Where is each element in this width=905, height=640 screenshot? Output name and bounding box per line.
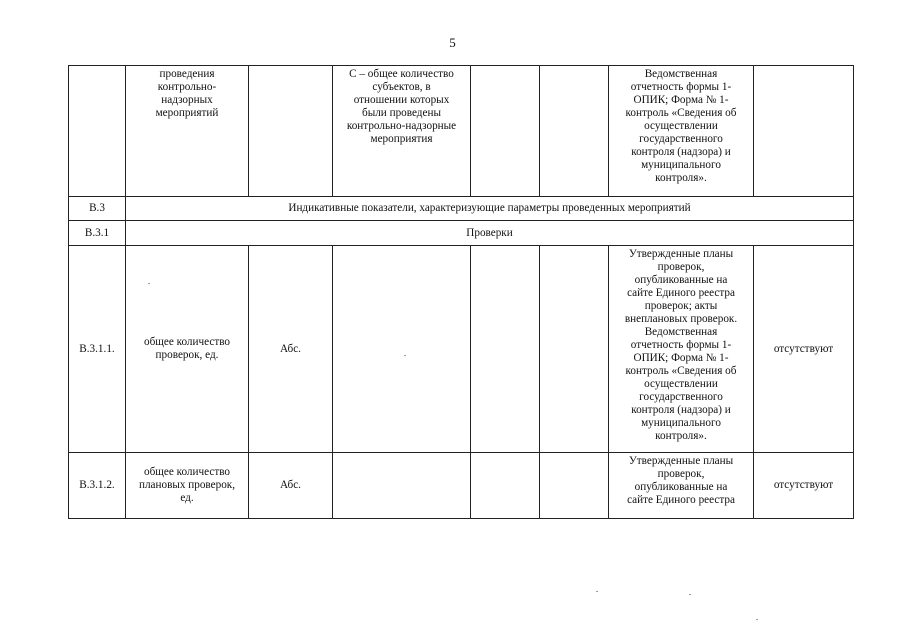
table-row <box>69 66 854 197</box>
scan-speck <box>596 591 598 592</box>
note-cell: отсутствуют <box>754 453 854 519</box>
indicator-name-cell: общее количество плановых проверок, ед. <box>126 453 249 519</box>
scan-speck <box>756 619 758 620</box>
formula-cell <box>333 453 471 519</box>
empty-cell <box>471 66 540 197</box>
source-cell: Утвержденные планы проверок, опубликованные на сайте Единого реестра <box>609 453 754 519</box>
source-cell: Утвержденные планы проверок, опубликованные на сайте Единого реестра проверок; акты внеплановых проверок. Ведомственная отчетность формы 1- ОПИК; Форма № 1- контроль «Сведения об осуществлении государственного контроля (надзора) и муниципального контроля». <box>609 246 754 453</box>
row-id-cell: В.3.1.2. <box>69 453 126 519</box>
row-id-cell <box>69 66 126 197</box>
section-id-cell: В.3 <box>69 197 126 221</box>
unit-cell: Абс. <box>249 246 333 453</box>
section-title-cell: Проверки <box>126 221 854 246</box>
source-cell: Ведомственная отчетность формы 1- ОПИК; Форма № 1- контроль «Сведения об осуществлении государственного контроля (надзора) и муниципального контроля». <box>609 66 754 197</box>
indicator-name-cell: общее количество проверок, ед. <box>126 246 249 453</box>
empty-cell <box>471 453 540 519</box>
unit-cell: Абс. <box>249 453 333 519</box>
scan-speck <box>148 283 150 284</box>
empty-cell <box>540 453 609 519</box>
row-id-cell: В.3.1.1. <box>69 246 126 453</box>
empty-cell <box>471 246 540 453</box>
indicator-name-cell: проведения контрольно- надзорных мероприятий <box>126 66 249 197</box>
section-id-cell: В.3.1 <box>69 221 126 246</box>
scan-speck <box>689 594 691 595</box>
scan-speck <box>404 355 406 356</box>
page-number: 5 <box>449 35 456 50</box>
empty-cell <box>540 66 609 197</box>
section-row <box>69 221 854 246</box>
section-row <box>69 197 854 221</box>
note-cell: отсутствуют <box>754 246 854 453</box>
formula-cell: С – общее количество субъектов, в отношении которых были проведены контрольно-надзорные мероприятия <box>333 66 471 197</box>
formula-cell <box>333 246 471 453</box>
section-title-cell: Индикативные показатели, характеризующие параметры проведенных мероприятий <box>126 197 854 221</box>
table-row <box>69 246 854 453</box>
empty-cell <box>540 246 609 453</box>
indicator-table <box>68 65 854 519</box>
note-cell <box>754 66 854 197</box>
table-row <box>69 453 854 519</box>
unit-cell <box>249 66 333 197</box>
